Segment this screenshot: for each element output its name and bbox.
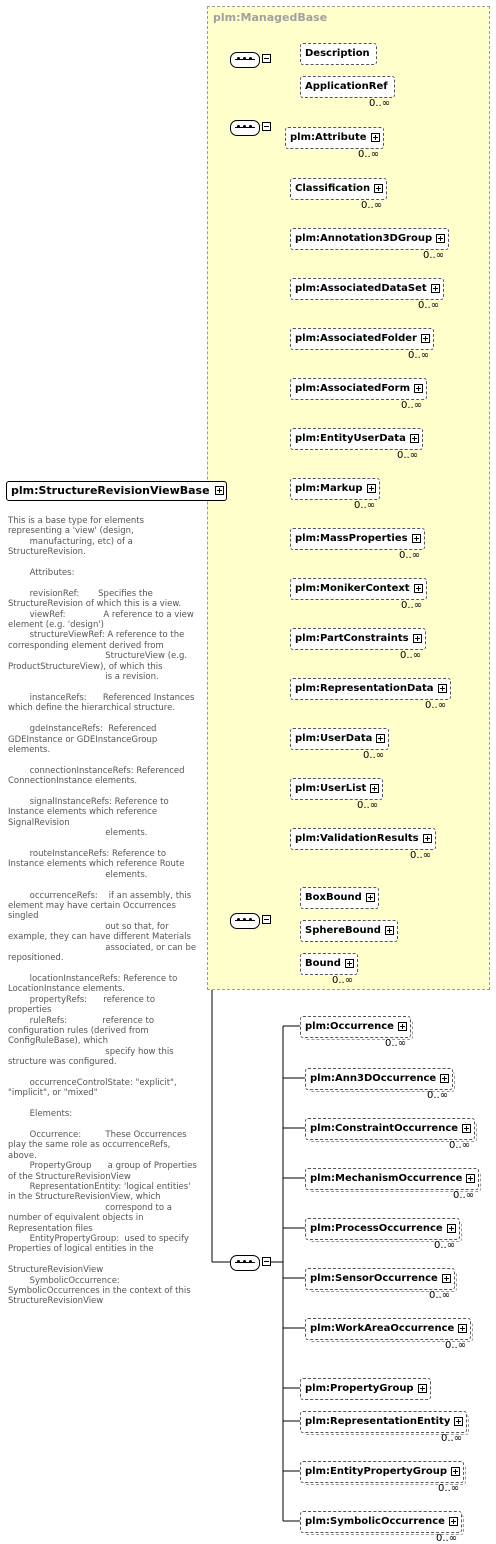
- element-box[interactable]: [290, 228, 449, 250]
- element-label: plm:SensorOccurrence: [310, 1273, 438, 1284]
- collapse-toggle-icon[interactable]: [215, 486, 224, 495]
- expand-icon[interactable]: [418, 1384, 427, 1393]
- cardinality-label: 0..∞: [434, 1240, 456, 1251]
- documentation-text: This is a base type for elements representing a 'view' (design, manufacturing, etc) of a StructureRevision. Attributes: revisionRef: Specifies the StructureRevision of which this is a view. viewRef: A reference to a view element (e.g. 'design') structureViewRef: A reference to the corresponding element derived from StructureView (e.g. ProductStructureView), of which this is a revision. instanceRefs: Referenced Instances which define the hierarchical structure. gdeInstanceRefs: Referenced GDEInstance or GDEInstanceGroup elements. connectionInstanceRefs: Referenced ConnectionInstance elements. signalInstanceRefs: Reference to Instance elements which reference SignalRevision elements. routeInstanceRefs: Reference to Instance elements which reference Route elements. occurrenceRefs: if an assembly, this element may have certain Occurrences singled out so that, for example, they can have different Materials associated, or can be repositioned. locationInstanceRefs: Reference to LocationInstance elements. propertyRefs: reference to properties ruleRefs: reference to configuration rules (derived from ConfigRuleBase), which specify how this structure was configured. occurrenceControlState: "explicit", "implicit", or "mixed" Elements: Occurrence: These Occurrences play the same role as occurrenceRefs, above. PropertyGroup a group of Properties of the StructureRevisionView RepresentationEntity: 'logical entities' in the StructureRevisionView, which correspond to a number of equivalent objects in Representation files EntityPropertyGroup: used to specify Properties of logical entities in the StructureRevisionView SymbolicOccurrence: SymbolicOccurrences in the context of this StructureRevisionView: [8, 516, 197, 1307]
- element-label: plm:ConstraintOccurrence: [310, 1123, 459, 1134]
- element-label: plm:Occurrence: [305, 1021, 394, 1032]
- element-box[interactable]: [300, 1411, 467, 1433]
- element-box[interactable]: [290, 328, 434, 350]
- element-label: Description: [305, 48, 370, 59]
- expand-icon[interactable]: [462, 1124, 471, 1133]
- cardinality-label: 0..∞: [427, 1090, 449, 1101]
- expand-icon[interactable]: [423, 834, 432, 843]
- expand-icon[interactable]: [385, 926, 394, 935]
- element-label: Bound: [305, 958, 341, 969]
- element-label: plm:Attribute: [290, 132, 367, 143]
- element-box[interactable]: [300, 953, 358, 975]
- expand-icon[interactable]: [367, 484, 376, 493]
- expand-icon[interactable]: [458, 1324, 467, 1333]
- sequence-compositor-icon: [230, 913, 260, 929]
- element-box[interactable]: [305, 1068, 453, 1090]
- element-box[interactable]: [290, 528, 425, 550]
- element-label: plm:PropertyGroup: [305, 1383, 414, 1394]
- expand-icon[interactable]: [371, 133, 380, 142]
- element-label: plm:AssociatedForm: [295, 383, 410, 394]
- element-box[interactable]: [300, 43, 377, 65]
- cardinality-label: 0..∞: [418, 300, 440, 311]
- expand-icon[interactable]: [440, 1074, 449, 1083]
- element-box[interactable]: [300, 76, 395, 98]
- expand-icon[interactable]: [370, 784, 379, 793]
- expand-icon[interactable]: [421, 334, 430, 343]
- element-label: plm:PartConstraints: [295, 633, 409, 644]
- cardinality-label: 0..∞: [361, 200, 383, 211]
- element-box[interactable]: [305, 1318, 471, 1340]
- collapse-icon[interactable]: [262, 1257, 271, 1266]
- expand-icon[interactable]: [366, 893, 375, 902]
- cardinality-label: 0..∞: [445, 1340, 467, 1351]
- element-label: plm:UserData: [295, 733, 373, 744]
- expand-icon[interactable]: [449, 1517, 458, 1526]
- cardinality-label: 0..∞: [438, 1483, 460, 1494]
- element-label: plm:EntityPropertyGroup: [305, 1466, 448, 1477]
- cardinality-label: 0..∞: [385, 1038, 407, 1049]
- element-label: plm:Ann3DOccurrence: [310, 1073, 437, 1084]
- element-label: plm:MassProperties: [295, 533, 408, 544]
- root-element-label: plm:StructureRevisionViewBase: [11, 484, 210, 497]
- expand-icon[interactable]: [374, 184, 383, 193]
- element-label: SphereBound: [305, 925, 381, 936]
- sequence-compositor-icon: [230, 120, 260, 136]
- expand-icon[interactable]: [376, 734, 385, 743]
- element-label: plm:SymbolicOccurrence: [305, 1516, 445, 1527]
- element-box[interactable]: [290, 828, 436, 850]
- cardinality-label: 0..∞: [399, 550, 421, 561]
- expand-icon[interactable]: [431, 284, 440, 293]
- cardinality-label: 0..∞: [423, 250, 445, 261]
- element-box[interactable]: [290, 778, 383, 800]
- expand-icon[interactable]: [412, 534, 421, 543]
- element-label: plm:AssociatedFolder: [295, 333, 417, 344]
- sequence-compositor-icon: [230, 1255, 260, 1271]
- element-box[interactable]: [290, 278, 444, 300]
- expand-icon[interactable]: [442, 1274, 451, 1283]
- cardinality-label: 0..∞: [408, 350, 430, 361]
- expand-icon[interactable]: [410, 434, 419, 443]
- element-box[interactable]: [290, 378, 427, 400]
- element-label: plm:ValidationResults: [295, 833, 419, 844]
- element-label: plm:RepresentationData: [295, 683, 434, 694]
- collapse-icon[interactable]: [262, 54, 271, 63]
- expand-icon[interactable]: [451, 1467, 460, 1476]
- cardinality-label: 0..∞: [429, 1290, 451, 1301]
- element-label: Classification: [295, 183, 371, 194]
- element-label: plm:MechanismOccurrence: [310, 1173, 463, 1184]
- cardinality-label: 0..∞: [410, 850, 432, 861]
- element-box[interactable]: [300, 1016, 411, 1038]
- element-label: plm:AssociatedDataSet: [295, 283, 427, 294]
- element-box[interactable]: [305, 1168, 479, 1190]
- element-box[interactable]: [290, 628, 426, 650]
- element-label: BoxBound: [305, 892, 362, 903]
- element-label: plm:Annotation3DGroup: [295, 233, 433, 244]
- element-label: plm:UserList: [295, 783, 367, 794]
- collapse-icon[interactable]: [262, 122, 271, 131]
- expand-icon[interactable]: [345, 959, 354, 968]
- expand-icon[interactable]: [466, 1174, 475, 1183]
- expand-icon[interactable]: [447, 1224, 456, 1233]
- element-label: plm:MonikerContext: [295, 583, 410, 594]
- collapse-icon[interactable]: [262, 915, 271, 924]
- cardinality-label: 0..∞: [436, 1533, 458, 1544]
- element-box[interactable]: [300, 887, 379, 909]
- element-box[interactable]: [305, 1118, 475, 1140]
- element-box[interactable]: [300, 1461, 464, 1483]
- element-box[interactable]: [300, 1378, 431, 1400]
- sequence-compositor-icon: [230, 52, 260, 68]
- expand-icon[interactable]: [454, 1417, 463, 1426]
- expand-icon[interactable]: [438, 684, 447, 693]
- base-type-title: plm:ManagedBase: [213, 11, 328, 24]
- cardinality-label: 0..∞: [357, 800, 379, 811]
- element-box[interactable]: [300, 1511, 462, 1533]
- element-box[interactable]: [290, 428, 423, 450]
- cardinality-label: 0..∞: [401, 400, 423, 411]
- expand-icon[interactable]: [414, 384, 423, 393]
- element-label: plm:EntityUserData: [295, 433, 406, 444]
- cardinality-label: 0..∞: [425, 700, 447, 711]
- element-box[interactable]: [290, 178, 387, 200]
- expand-icon[interactable]: [398, 1022, 407, 1031]
- element-label: plm:Markup: [295, 483, 363, 494]
- expand-icon[interactable]: [414, 584, 423, 593]
- element-box[interactable]: [290, 678, 451, 700]
- cardinality-label: 0..∞: [441, 1433, 463, 1444]
- element-box[interactable]: [290, 478, 380, 500]
- cardinality-label: 0..∞: [369, 98, 391, 109]
- element-label: ApplicationRef: [305, 81, 388, 92]
- element-box[interactable]: [305, 1268, 455, 1290]
- element-label: plm:RepresentationEntity: [305, 1416, 451, 1427]
- cardinality-label: 0..∞: [400, 650, 422, 661]
- cardinality-label: 0..∞: [354, 500, 376, 511]
- cardinality-label: 0..∞: [358, 149, 380, 160]
- cardinality-label: 0..∞: [332, 975, 354, 986]
- expand-icon[interactable]: [436, 234, 445, 243]
- element-box[interactable]: [290, 728, 389, 750]
- cardinality-label: 0..∞: [401, 600, 423, 611]
- element-box[interactable]: [305, 1218, 460, 1240]
- cardinality-label: 0..∞: [453, 1190, 475, 1201]
- expand-icon[interactable]: [413, 634, 422, 643]
- cardinality-label: 0..∞: [363, 750, 385, 761]
- cardinality-label: 0..∞: [449, 1140, 471, 1151]
- element-box[interactable]: [285, 127, 384, 149]
- element-box[interactable]: [290, 578, 427, 600]
- element-label: plm:ProcessOccurrence: [310, 1223, 443, 1234]
- element-box[interactable]: [300, 920, 398, 942]
- cardinality-label: 0..∞: [397, 450, 419, 461]
- root-element-box[interactable]: [6, 481, 227, 501]
- element-label: plm:WorkAreaOccurrence: [310, 1323, 455, 1334]
